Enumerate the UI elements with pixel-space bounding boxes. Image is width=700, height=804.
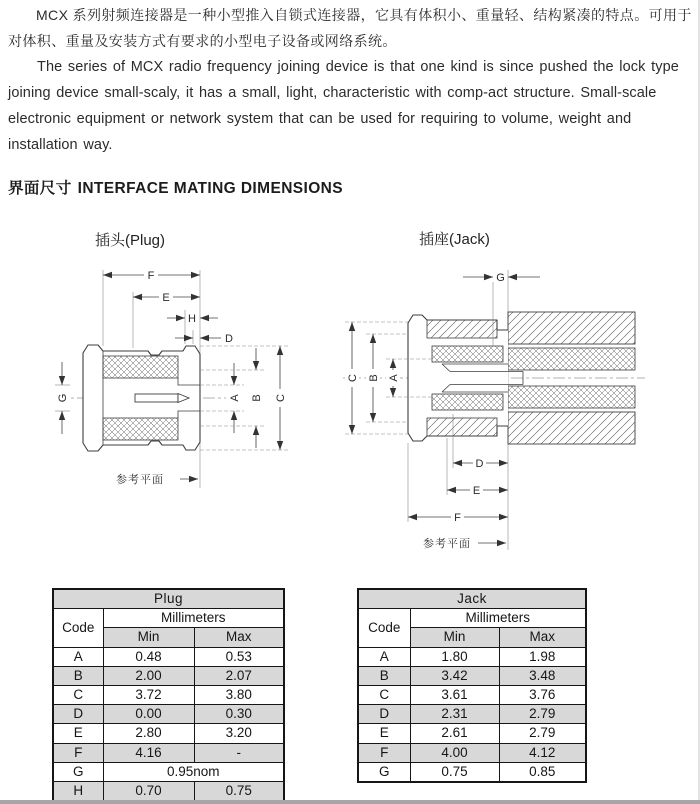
jack-dim-label-a: A [388, 374, 400, 382]
plug-table-min-header: Min [103, 628, 194, 647]
plug-table [52, 588, 285, 802]
plug-caption: 插头(Plug) [95, 232, 166, 249]
max-cell: 2.79 [499, 705, 586, 724]
plug-table-unit-row [53, 609, 284, 628]
min-cell: 2.61 [410, 724, 499, 743]
code-cell: A [53, 647, 103, 666]
max-cell: 3.80 [194, 685, 284, 704]
intro-paragraph-zh: MCX 系列射频连接器是一种小型推入自锁式连接器，它具有体积小、重量轻、结构紧凑的特点。可用于对体积、重量及安装方式有要求的小型电子设备或网络系统。 [8, 7, 692, 49]
code-cell: E [53, 724, 103, 743]
max-cell: 2.79 [499, 724, 586, 743]
table-row [358, 647, 586, 666]
scan-edge-bottom [0, 800, 700, 804]
max-cell: 1.98 [499, 647, 586, 666]
jack-table-title: Jack [358, 589, 586, 609]
jack-dim-label-c: C [347, 374, 359, 382]
max-cell: - [194, 743, 284, 762]
jack-table-max-header: Max [499, 628, 586, 647]
code-cell: C [358, 685, 410, 704]
max-cell: 0.53 [194, 647, 284, 666]
plug-dielectric-bottom [103, 418, 178, 440]
min-cell: 3.61 [410, 685, 499, 704]
max-cell: 3.48 [499, 666, 586, 685]
plug-dim-label-e: E [162, 292, 170, 304]
table-row [358, 743, 586, 762]
table-row [53, 743, 284, 762]
jack-dielectric-bottom [432, 394, 503, 410]
jack-drawing [335, 258, 700, 558]
plug-dim-label-f: F [147, 270, 155, 282]
jack-table-title-row [358, 589, 586, 609]
max-cell: 0.30 [194, 705, 284, 724]
plug-table-code-header: Code [53, 609, 103, 647]
jack-wall-bottom [427, 418, 497, 436]
plug-table-max-header: Max [194, 628, 284, 647]
intro-block [8, 2, 692, 158]
min-cell: 0.00 [103, 705, 194, 724]
table-row [53, 647, 284, 666]
min-cell: 1.80 [410, 647, 499, 666]
min-cell: 3.72 [103, 685, 194, 704]
plug-dim-label-h: H [188, 313, 196, 325]
code-cell: F [53, 743, 103, 762]
table-row [358, 705, 586, 724]
jack-dim-label-f: F [454, 512, 461, 524]
jack-dim-label-g: G [496, 272, 505, 284]
table-row [53, 762, 284, 781]
jack-dim-label-b: B [368, 374, 380, 382]
plug-ref-plane-label: 参考平面 [116, 474, 164, 486]
jack-dielectric-top [432, 346, 503, 362]
code-cell: H [53, 781, 103, 801]
min-cell: 2.80 [103, 724, 194, 743]
max-cell: 4.12 [499, 743, 586, 762]
jack-caption: 插座(Jack) [419, 231, 490, 248]
code-cell: B [358, 666, 410, 685]
jack-table-code-header: Code [358, 609, 410, 647]
section-heading [8, 176, 343, 198]
code-cell: D [53, 705, 103, 724]
min-cell: 4.16 [103, 743, 194, 762]
table-row [53, 666, 284, 685]
max-cell: 3.76 [499, 685, 586, 704]
min-cell: 0.70 [103, 781, 194, 801]
plug-dielectric-top [103, 356, 178, 378]
max-cell: 0.85 [499, 762, 586, 782]
code-cell: F [358, 743, 410, 762]
plug-dim-label-a: A [229, 394, 241, 402]
plug-table-title-row [53, 589, 284, 609]
min-cell: 0.48 [103, 647, 194, 666]
plug-table-unit-header: Millimeters [103, 609, 284, 628]
table-row [53, 724, 284, 743]
table-row [53, 705, 284, 724]
intro-paragraph-en: The series of MCX radio frequency joining device is that one kind is since pushed the lock type joining device small-scaly, it has a small, light, characteristic with comp-act structure. Small-scale electronic equipment or network system that can be used for requiring to volume, weight and installation way. [8, 59, 679, 153]
table-row [53, 781, 284, 801]
section-heading-zh: 界面尺寸 [8, 180, 72, 197]
jack-panel-bottom [508, 412, 635, 444]
plug-dim-label-g: G [57, 393, 69, 403]
code-cell: A [358, 647, 410, 666]
jack-ref-plane-label: 参考平面 [423, 538, 471, 550]
jack-panel-dielectric-bottom [508, 386, 635, 408]
jack-dim-label-e: E [472, 485, 481, 497]
jack-panel-dielectric-top [508, 348, 635, 370]
jack-dim-label-d: D [475, 458, 484, 470]
plug-dim-label-c: C [275, 394, 287, 402]
section-heading-en: INTERFACE MATING DIMENSIONS [77, 180, 344, 197]
jack-panel-top [508, 312, 635, 344]
code-cell: C [53, 685, 103, 704]
plug-center-pin [135, 394, 178, 402]
table-row [358, 762, 586, 782]
jack-wall-top [427, 320, 497, 338]
plug-dim-label-d: D [225, 333, 233, 345]
plug-dim-label-b: B [251, 394, 263, 402]
code-cell: G [358, 762, 410, 782]
min-cell: 4.00 [410, 743, 499, 762]
table-row [53, 685, 284, 704]
table-row [358, 724, 586, 743]
min-cell: 2.00 [103, 666, 194, 685]
jack-table-min-header: Min [410, 628, 499, 647]
min-cell: 2.31 [410, 705, 499, 724]
min-cell: 3.42 [410, 666, 499, 685]
jack-table [357, 588, 587, 783]
max-cell: 0.75 [194, 781, 284, 801]
table-row [358, 666, 586, 685]
plug-table-title: Plug [53, 589, 284, 609]
code-cell: E [358, 724, 410, 743]
code-cell: B [53, 666, 103, 685]
nominal-value-cell: 0.95nom [103, 762, 284, 781]
code-cell: D [358, 705, 410, 724]
plug-drawing [40, 258, 300, 493]
min-cell: 0.75 [410, 762, 499, 782]
code-cell: G [53, 762, 103, 781]
jack-table-unit-header: Millimeters [410, 609, 586, 628]
max-cell: 3.20 [194, 724, 284, 743]
jack-table-unit-row [358, 609, 586, 628]
max-cell: 2.07 [194, 666, 284, 685]
table-row [358, 685, 586, 704]
